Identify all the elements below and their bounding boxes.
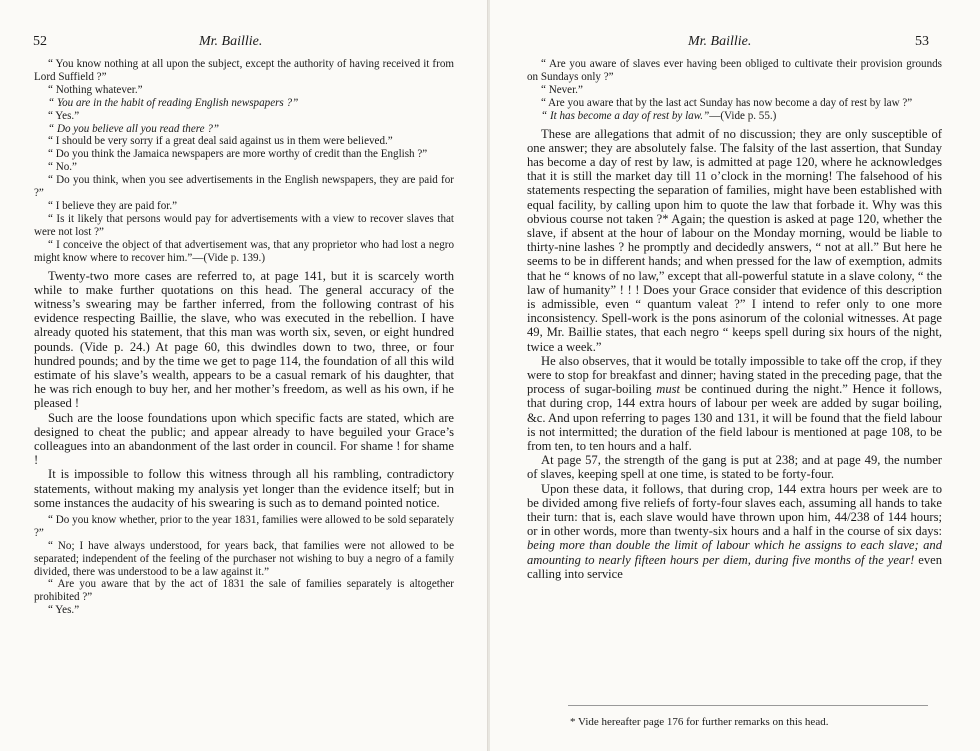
testimony-quote: “ It has become a day of rest by law.” [541, 109, 710, 122]
body-paragraph: These are allegations that admit of no discussion; they are only susceptible of one answer; they are absolutely false. The falsity of the last assertion, that Sunday has become a day of rest by law, is admitted at page 120, where he acknowledges that it is still the market day till 11 o’clock in the morning! The falsehood of his statements respecting the separation of families, might have been established with equal facility, by calling upon him to quote the law that forbade it. Why was this obvious course not taken ?* Again; the question is asked at page 120, whether the slave, if absent at the hour of labour on the Monday morning, would be liable to thirty-nine lashes ? he promptly and decidedly answers, “ not at all.” But here he seems to be in different hands; and when pressed for the law of exemption, admits that he “ knows of no law,” except that all-powerful statute in a slave colony, “ the law of humanity” ! ! ! Does your Grace consider that evidence of this description is admissible, even “ quantum valeat ?” I intend to refer only to one more inconsistency. Spell-work is the pons asinorum of the colonial witnesses. At page 49, Mr. Baillie states, that each negro “ keeps spell during six hours of the night, twice a week.” [527, 126, 942, 354]
testimony-line: “ Is it likely that persons would pay for advertisements with a view to recover slaves that were not lost ?” [34, 212, 454, 238]
testimony-line: “ No.” [48, 161, 77, 174]
emphasis: must [656, 382, 681, 397]
testimony-line: “ No; I have always understood, for years back, that families were not allowed to be separated; independent of the feeling of the purchaser not wishing to buy a negro of a family divided, there was understood to be a law against it.” [34, 539, 454, 578]
testimony-line: “ Yes.” [48, 604, 80, 617]
body-paragraph: Such are the loose foundations upon which specific facts are stated, which are designed to cheat the public; and appear already to have beguiled your Grace’s colleagues into an abandonment of the last order in council. For shame ! for shame ! [34, 410, 454, 468]
testimony-line: “ Are you aware that by the last act Sunday has now become a day of rest by law ?” [541, 96, 913, 109]
footnote: * Vide hereafter page 176 for further remarks on this head. [570, 716, 829, 728]
running-head: Mr. Baillie. [688, 34, 752, 49]
testimony-line: “ You are in the habit of reading English newspapers ?” [48, 96, 299, 109]
right-page [490, 0, 980, 751]
testimony-line: “ I should be very sorry if a great deal said against us in them were believed.” [48, 135, 393, 148]
citation: —(Vide p. 55.) [709, 109, 777, 122]
running-head: Mr. Baillie. [199, 34, 263, 49]
testimony-line: “ Do you believe all you read there ?” [48, 122, 220, 135]
text-run: be continued during the night.” Hence it follows, that during crop, 144 extra hours of labour per week are added by sugar boiling, &c. And upon referring to pages 130 and 131, it will be found that the field labour is not intermitted; the duration of the field labour is mentioned at page 108, to be from ten, to ten hours and a half. [527, 382, 943, 453]
right-text-column [527, 58, 942, 581]
body-paragraph: At page 57, the strength of the gang is put at 238; and at page 49, the number of slaves, keeping spell at one time, is stated to be forty-four. [527, 453, 942, 482]
testimony-line: “ You know nothing at all upon the subject, except the authority of having received it from Lord Suffield ?” [34, 58, 454, 83]
testimony-line: “ Do you know whether, prior to the year 1831, families were allowed to be sold separately ?” [34, 513, 454, 539]
page-number: 53 [915, 34, 929, 49]
testimony-line: “ Do you think, when you see advertisements in the English newspapers, they are paid for ?” [34, 174, 454, 200]
body-paragraph [527, 354, 942, 453]
body-paragraph [527, 482, 942, 581]
left-text-column [34, 58, 454, 617]
emphasis: being more than double the limit of labour which he assigns to each slave; and amounting to nearly fifteen hours per diem, during five months of the year! [527, 538, 942, 567]
footnote-rule [568, 705, 928, 706]
text-run: Upon these data, it follows, that during crop, 144 extra hours per week are to be divided among five reliefs of forty-four slaves each, assuming all hands to take their turn: that is, each slave would have thrown upon him, 44/238 of 144 hours; or in other words, more than twenty-six hours and a half in the course of six days: [527, 481, 942, 539]
testimony-line: “ Do you think the Jamaica newspapers are more worthy of credit than the English ?” [48, 148, 428, 161]
text-run: He also observes, that it would be totally impossible to take off the crop, if they were to stop for breakfast and dinner; having stated in the preceding page, that the process of sugar-boiling [527, 353, 942, 397]
page-number: 52 [33, 34, 47, 49]
testimony-line: “ Never.” [541, 83, 583, 96]
left-page [0, 0, 488, 751]
body-paragraph: It is impossible to follow this witness through all his rambling, contradictory statements, without making my analysis yet longer than the evidence itself; but in some instances the audacity of his swearing is such as to demand pointed notice. [34, 467, 454, 510]
testimony-line: “ I believe they are paid for.” [48, 199, 178, 212]
testimony-line: “ Nothing whatever.” [48, 83, 143, 96]
testimony-line [527, 110, 942, 123]
body-paragraph: Twenty-two more cases are referred to, at page 141, but it is scarcely worth while to make further quotations on this head. The general accuracy of the witness’s swearing may be farther inferred, from the following contrast of his evidence respecting Baillie, the slave, who was executed in the rebellion. I have already quoted his statement, that this man was worth six, seven, or eight hundred pounds. (Vide p. 24.) At page 60, this dwindles down to two, three, or four hundred pounds; and by the time we get to page 114, the foundation of all this wild estimate of his slave’s wealth, appears to be a casual remark of his daughter, that he was rich enough to buy her, and her mother’s freedom, as well as his own, if he pleased ! [34, 268, 454, 411]
testimony-line: “ I conceive the object of that advertisement was, that any proprietor who had lost a negro might know where to recover him.”—(Vide p. 139.) [34, 238, 454, 264]
testimony-line: “ Are you aware of slaves ever having been obliged to cultivate their provision grounds on Sundays only ?” [527, 58, 942, 83]
testimony-line: “ Are you aware that by the act of 1831 the sale of families separately is altogether prohibited ?” [34, 578, 454, 604]
text-run: even calling into service [527, 552, 943, 581]
testimony-line: “ Yes.” [48, 109, 80, 122]
